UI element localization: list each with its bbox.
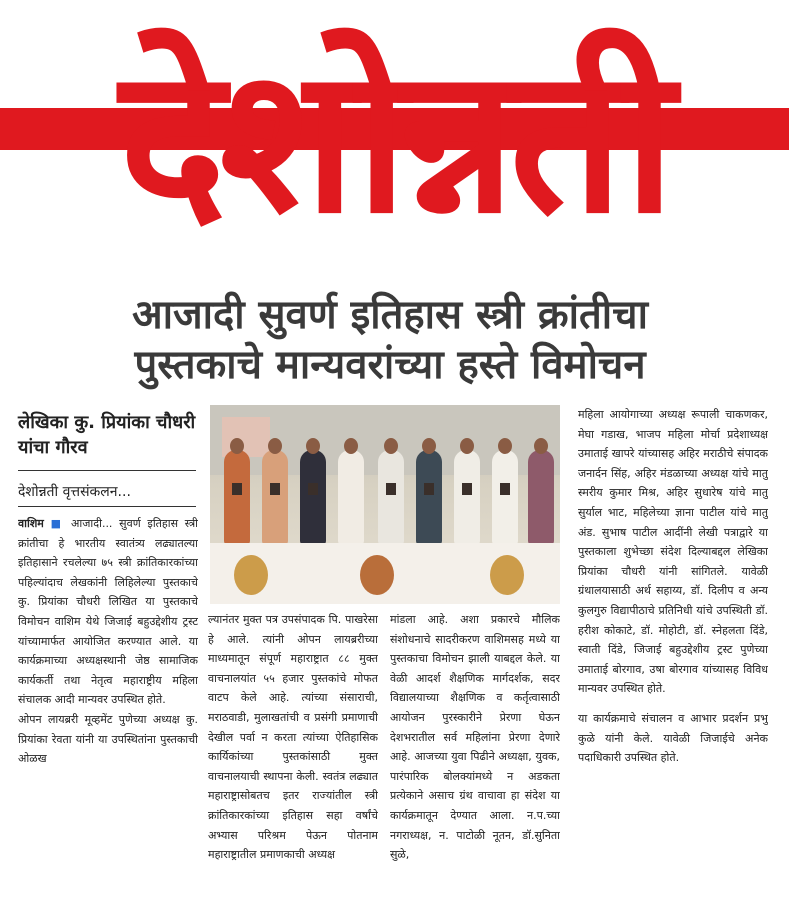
article-column-3: [390, 610, 560, 894]
masthead: [0, 8, 789, 276]
article-paragraph: या कार्यक्रमाचे संचालन व आभार प्रदर्शन प्रभु कुळे यांनी केले. यावेळी जिजाईचे अनेक पदाधिकारी उपस्थित होते.: [578, 711, 768, 765]
headline-line-2: पुस्तकाचे मान्यवरांच्या हस्ते विमोचन: [134, 342, 646, 388]
subheadline: लेखिका कु. प्रियांका चौधरी यांचा गौरव: [18, 412, 196, 458]
article-paragraph: ओपन लायब्ररी मूव्हमेंट पुणेच्या अध्यक्ष कु. प्रियांका रेवता यांनी या उपस्थितांना पुस्तकाची ओळख: [18, 712, 198, 766]
divider: [18, 470, 196, 471]
article-lead: आजादी... सुवर्ण इतिहास स्त्री क्रांतीचा हे भारतीय स्वातंत्र्य लढ्यातल्या इतिहासाने रचलेल्या ७५ स्त्री क्रांतिकारकांच्या पहिल्यांदाच लेखकांनी लिहिलेल्या पुस्तकाचे कु. प्रियांका चौधरी लिखित या पुस्तकाचे विमोचन वाशिम येथे जिजाई बहुउद्देशीय ट्रस्ट यांच्यामार्फत आयोजित करण्यात आले. या कार्यक्रमाच्या अध्यक्षस्थानी जेष्ठ सामाजिक कार्यकर्ती तथा नेतृत्व महाराष्ट्रीय महिला संचालक आदी मान्यवर उपस्थित होते.: [18, 517, 198, 707]
divider: [18, 506, 196, 507]
article-paragraph: ल्यानंतर मुक्त पत्र उपसंपादक पि. पाखरेसा हे आले. त्यांनी ओपन लायब्ररीच्या माध्यमातून संपूर्ण महाराष्ट्रात ८८ मुक्त वाचनालयांत ५५ हजार पुस्तकांचे मोफत वाटप केले आहे. त्यांच्या संसाराची, मराठवाडी, मुलाखतांची व प्रसंगी प्रमाणाची देखील पर्वा न करता त्यांच्या ऐतिहासिक कार्यिकांच्या पुस्तकांसाठी मुक्त वाचनालयाची स्थापना केली. स्वतंत्र लढ्यात महाराष्ट्रासोबतच इतर राज्यांतील स्त्री क्रांतिकारकांच्या इतिहास सहा वर्षांचे अभ्यास परिश्रम पेऊन पोतनाम महाराष्ट्रातील प्रमाणकाची अध्यक्ष: [208, 613, 378, 862]
headline: [20, 290, 760, 390]
article-column-4: [578, 405, 768, 895]
bullet-icon: ■: [50, 517, 71, 530]
dateline: वाशिम: [18, 517, 44, 530]
article-column-1: [18, 514, 198, 894]
headline-line-1: आजादी सुवर्ण इतिहास स्त्री क्रांतीचा: [132, 292, 648, 338]
article-paragraph: महिला आयोगाच्या अध्यक्ष रूपाली चाकणकर, मेघा गडाख, भाजप महिला मोर्चा प्रदेशाध्यक्ष उमाताई खापरे यांच्यासह अहिर मराठीचे संपादक जनार्दन सिंह, अहिर मंडळाच्या अध्यक्ष यांचे मातु स्मरीय कुमार मिश्र, अहिर सुधारेष यांचे मातु सुर्याल भाट, महिलेच्या ज्ञाना पाटील यांचे मातु अंड. सुभाष पाटील आदींनी लेखी पत्राद्वारे या पुस्तकाला शुभेच्छा संदेश दिल्याबद्दल लेखिका प्रियांका चौधरी यांनी सांगितले. यावेळी ग्रंथालयासाठी अर्थ सहाय्य, डॉ. दिलीप व अन्य कुलगुरु विद्यापीठाचे प्रतिनिधी यांचे उपस्थिती डॉ. हरीश कोकाटे, डॉ. मोहोटी, डॉ. स्नेहलता दिंडे, स्वाती दिंडे, जिजाई बहुउद्देशीय ट्रस्ट पुणेच्या उमाताई बोरगाव, उषा बोरगाव यांच्यासह विविध मान्यवर उपस्थित होते.: [578, 408, 768, 696]
byline: देशोन्नती वृत्तसंकलन...: [18, 484, 131, 500]
event-photo: [210, 405, 560, 604]
masthead-title: देशोन्नती: [119, 25, 670, 258]
article-paragraph: मांडला आहे. अशा प्रकारचे मौलिक संशोधनाचे सादरीकरण वाशिमसह मध्ये या पुस्तकाचा विमोचन झाली याबद्दल केले. या वेळी आदर्श शैक्षणिक मार्गदर्शक, सदर विद्यालयाच्या शैक्षणिक व कर्तृत्वासाठी आयोजन पुरस्कारीने प्रेरणा घेऊन देशभरातील सर्व महिलांना प्रेरणा देणारे आहे. आजच्या युवा पिढीने अध्यक्षा, युवक, पारंपारिक बोलक्यांमध्ये न अडकता प्रत्येकाने असाच ग्रंथ वाचावा हा संदेश या कार्यक्रमातून देण्यात आला. न.प.च्या नगराध्यक्ष, न. पाटोळी नूतन, डॉ.सुनिता सुळे,: [390, 613, 560, 862]
article-column-2: [208, 610, 378, 894]
